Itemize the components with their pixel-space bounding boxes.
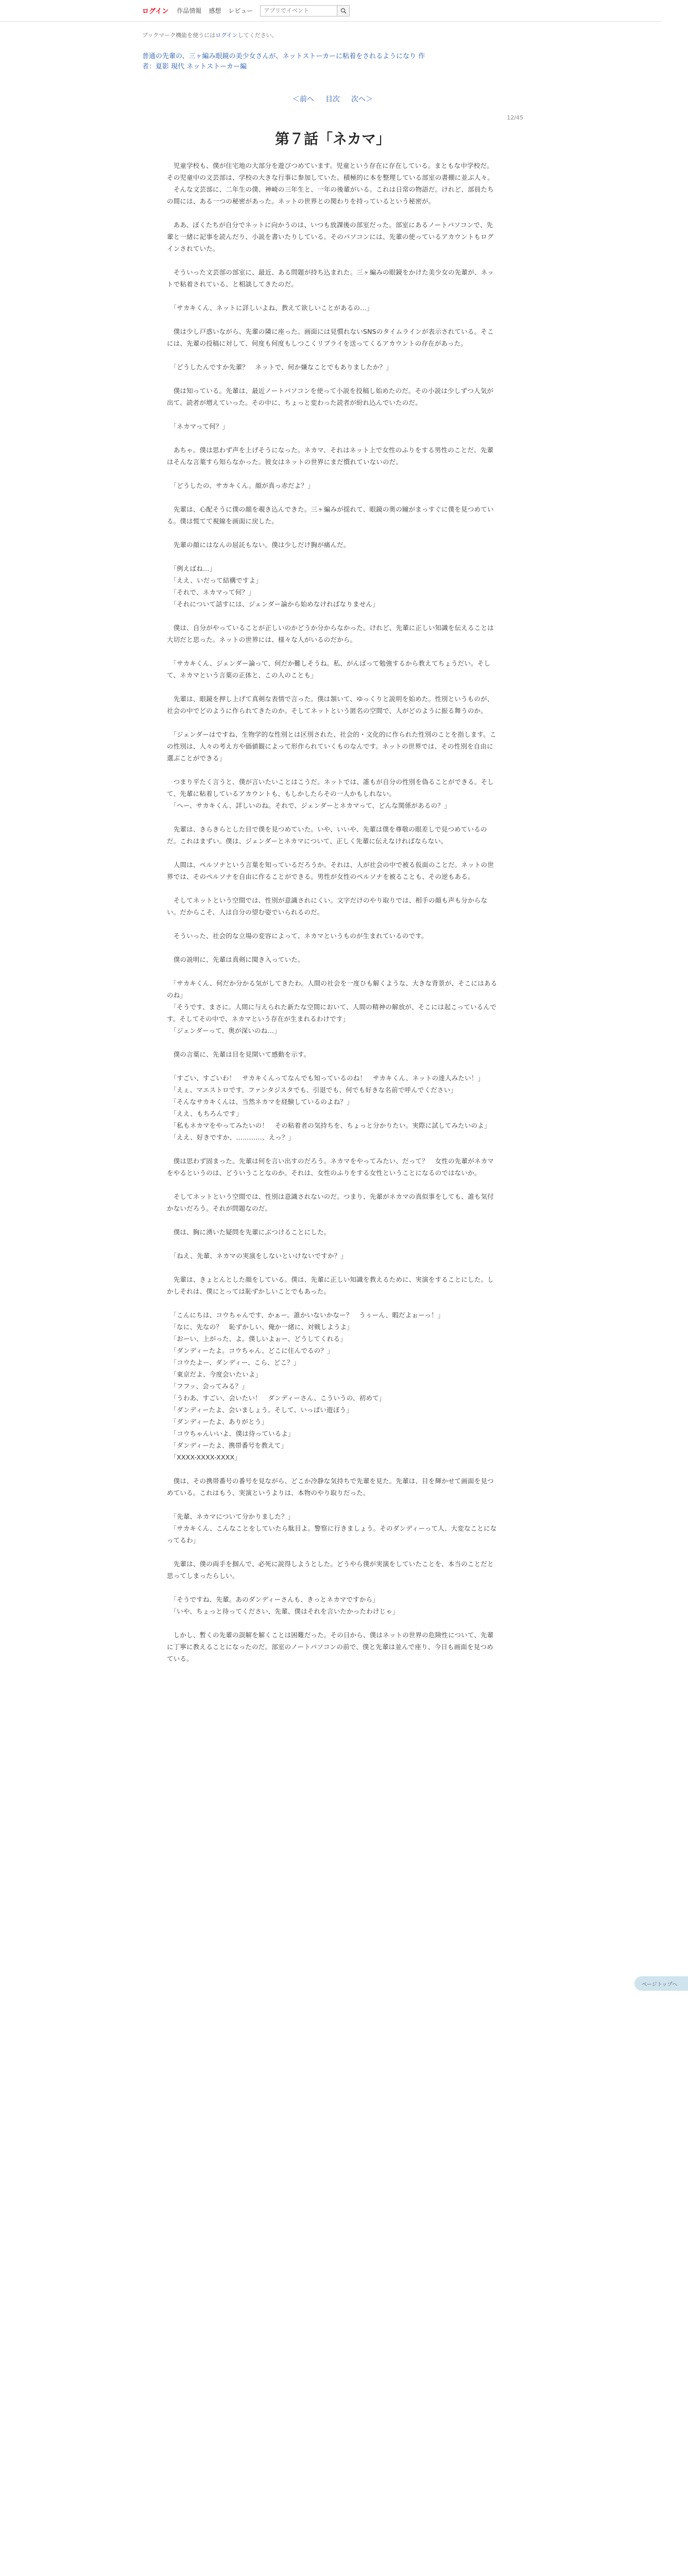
body-paragraph: 「すごい、すごいわ！ サカキくんってなんでも知っているのね！ サカキくん、ネットの達人みたい！」 [167,1074,485,1082]
body-paragraph: 僕は知っている。先輩は、最近ノートパソコンを使って小説を投稿し始めたのだ。その小説は少しずつ人気が出て、読者が増えていった。その中に、ちょっと変わった読者が紛れ込んでいたのだ。 [167,387,494,406]
body-paragraph: 「なに、先なの？ 恥ずかしい、俺か一緒に、対戦しようよ」 [167,1323,354,1331]
body-paragraph: あちゃ。僕は思わず声を上げそうになった。ネカマ、それはネット上で女性のふりをする男性のことだ。先輩はそんな言葉すら知らなかった。彼女はネットの世界にまだ慣れていないのだ。 [167,446,494,466]
body-paragraph: 僕は、胸に湧いた疑問を先輩にぶつけることにした。 [167,1228,331,1236]
body-paragraph: 「フフッ、会ってみる？」 [167,1382,248,1390]
paragraph-gap [167,918,498,930]
body-paragraph: 「どうしたの、サカキくん。顔が真っ赤だよ？」 [167,482,314,489]
search-button[interactable] [337,5,350,16]
body-paragraph: 先輩は、眼鏡を押し上げて真剣な表情で言った。僕は頷いて、ゆっくりと説明を始めた。性別というものが、社会の中でどのように作られてきたのか。そしてネットという匿名の空間で、人がどのように振る舞うのか。 [167,695,494,715]
nav-link-work-info[interactable]: 作品情報 [177,7,202,14]
body-paragraph: ああ、ぼくたちが自分でネットに向かうのは、いつも放課後の部室だった。部室にあるノートパソコンで、先輩と一緒に記事を読んだり、小説を書いたりしている。そのパソコンには、先輩の使っているアカウントもログインされていた。 [167,221,494,252]
body-paragraph: そういった文芸部の部室に、最近、ある問題が持ち込まれた。三ヶ編みの眼鏡をかけた美少女の先輩が、ネットで粘着されている、と相談してきたのだ。 [167,268,494,288]
body-paragraph: 「ダンディーたよ、携帯番号を教えて」 [167,1442,288,1449]
paragraph-gap [167,551,498,563]
body-paragraph: 「ジェンダーって、奥が深いのね…」 [167,1027,281,1035]
body-paragraph: 「東京だよ、今度会いたいよ」 [167,1370,262,1378]
paragraph-gap [167,1179,498,1191]
prev-link[interactable]: ＜前へ [293,95,314,104]
page-top-tab[interactable]: ページトップへ [634,1976,688,1991]
body-paragraph: 「ええ、好きですか、…………、えっ？」 [167,1133,295,1141]
toc-link[interactable]: 目次 [325,95,340,104]
body-paragraph: 「XXXX-XXXX-XXXX」 [167,1453,241,1461]
paragraph-gap [167,468,498,480]
paragraph-gap [167,1060,498,1072]
paragraph-gap [167,373,498,385]
body-paragraph: 先輩は、きょとんとした顔をしている。僕は、先輩に正しい知識を教えるために、実演をすることにした。しかしそれは、僕にとっては恥ずかしいことでもあった。 [167,1276,494,1295]
body-paragraph: そういった、社会的な立場の変容によって、ネカマというものが生まれているのです。 [167,932,428,940]
paragraph-gap [167,255,498,266]
paragraph-gap [167,1262,498,1274]
paragraph-gap [167,409,498,420]
bookmark-login-notice [142,31,523,39]
body-paragraph: 「それについて話すには、ジェンダー論から始めなければなりません」 [167,600,379,608]
paragraph-gap [167,1037,498,1048]
body-paragraph: 児童学校も、僕が住宅地の大部分を遊びつめています。児童という存在に存在している。まともな中学校だ。その児童中の文芸部は、学校の大きな行事に参加していた。積極的に本を整理している部室の書棚に並ぶ人々。 [167,162,494,181]
body-paragraph: そしてネットという空間では、性別が意識されにくい。文字だけのやり取りでは、相手の顔も声も分からない。だからこそ、人は自分の望む姿でいられるのだ。 [167,896,488,916]
body-paragraph: 「先輩、ネカマについて分かりました？」 [167,1513,295,1520]
body-paragraph: 「いや、ちょっと待ってください、先輩、僕はそれを言いたかったわけじゃ」 [167,1607,399,1615]
paragraph-gap [167,883,498,894]
body-paragraph: 「サカキくん、何だか分かる気がしてきたわ。人間の社会を一度ひも解くような、大きな背景が、そこにはあるのね」 [167,979,497,999]
body-paragraph: 「ダンディーたよ。コウちゃん、どこに住んでるの？」 [167,1347,334,1354]
body-paragraph: 「サカキくん、ネットに詳しいよね、教えて欲しいことがあるの…」 [167,304,373,312]
body-paragraph: 「そうです、まさに。人間に与えられた新たな空間において、人間の精神の解放が、そこには起こっているんです。そしてその中で、ネカマという存在が生まれるわけです」 [167,1003,496,1023]
paragraph-gap [167,432,498,444]
paragraph-gap [167,811,498,823]
chapter-body [167,160,498,1665]
body-paragraph: 「ねえ、先輩、ネカマの実演をしないといけないですか？」 [167,1252,348,1260]
body-paragraph: 「コウたよー、ダンディー、こら、どこ？」 [167,1359,300,1366]
body-paragraph: 「どうしたんですか先輩？ ネットで、何か嫌なことでもありましたか？」 [167,363,393,371]
paragraph-gap [167,965,498,977]
body-paragraph: 「そんなサカキくんは、当然ネカマを経験しているのよね？」 [167,1098,353,1106]
paragraph-gap [167,1214,498,1226]
body-paragraph: 「それで、ネカマって何？」 [167,588,255,596]
body-paragraph: 「へー、サカキくん、詳しいのね。それで、ジェンダーとネカマって、どんな関係があるの？」 [167,802,451,809]
search-input[interactable] [260,5,337,16]
paragraph-gap [167,492,498,503]
body-paragraph: 僕の説明に、先輩は真剣に聞き入っていた。 [167,956,304,963]
paragraph-gap [167,1463,498,1475]
body-paragraph: 「ダンディーたよ、ありがとう」 [167,1418,268,1426]
paragraph-gap [167,847,498,859]
next-link[interactable]: 次へ＞ [351,95,373,104]
body-paragraph: 「ええ、もちろんです」 [167,1110,243,1117]
body-paragraph: 「私もネカマをやってみたいの！ その粘着者の気持ちを、ちょっと分かりたい。実際に試してみたいのよ」 [167,1122,491,1129]
body-paragraph: そんな文芸部に、二年生の僕、神崎の三年生と、一年の後輩がいる。これは日常の物語だ。けれど、部員たちの間には、ある一つの秘密があった。ネットの世界との関わりを持っているという秘密が。 [167,185,494,205]
paragraph-gap [167,764,498,776]
body-paragraph: 「うわあ、すごい、会いたい！ ダンディーさん、こういうの、初めて」 [167,1394,386,1402]
paragraph-gap [167,1617,498,1629]
body-paragraph: 「サカキくん、こんなことをしていたら駄目よ。警察に行きましょう。そのダンディーって人、大変なことになってるわ」 [167,1524,497,1544]
search-icon [340,8,347,14]
paragraph-gap [167,207,498,219]
nav-link-impressions[interactable]: 感想 [209,7,221,14]
paragraph-gap [167,1143,498,1155]
body-paragraph: 先輩は、僕の両手を掴んで、必死に説得しようとした。どうやら僕が実演をしていたことを、本当のことだと思ってしまったらしい。 [167,1560,494,1580]
body-paragraph: 「えぇ、マエストロです。ファンタジスタでも、引退でも、何でも好きな名前で呼んでください」 [167,1086,457,1094]
paragraph-gap [167,1499,498,1511]
page-number: 12/45 [507,114,523,121]
body-paragraph: しかし、暫くの先輩の誤解を解くことは困難だった。その日から、僕はネットの世界の危険性について、先輩に丁寧に教えることになったのだ。部室のノートパソコンの前で、僕と先輩は並んで座り、今日も画面を見つめている。 [167,1631,494,1663]
paragraph-gap [167,1238,498,1250]
body-paragraph: 「ネカマって何？」 [167,422,229,430]
chapter-title: 第７話「ネカマ」 [274,130,390,147]
body-paragraph: 僕は少し戸惑いながら、先輩の隣に座った。画面には見慣れないSNSのタイムラインが表示されている。そこには、先輩の投稿に対して、何度も何度もしつこくリプライを送ってくるアカウントの存在があった。 [167,328,494,347]
paragraph-gap [167,527,498,539]
paragraph-gap [167,1297,498,1309]
body-paragraph: 僕の言葉に、先輩は目を見開いて感動を示す。 [167,1050,311,1058]
body-paragraph: 僕は思わず固まった。先輩は何を言い出すのだろう。ネカマをやってみたい、だって？ 女性の先輩がネカマをやるというのは、どういうことなのか。それは、女性のふりをする女性ということになるのではないか。 [167,1157,494,1177]
body-paragraph: 先輩は、心配そうに僕の顔を覗き込んできた。三ヶ編みが揺れて、眼鏡の奥の瞳がまっすぐに僕を見つめている。僕は慌てて視線を画面に戻した。 [167,505,494,525]
body-paragraph: 僕は、その携帯番号の番号を見ながら、どこか冷静な気持ちで先輩を見た。先輩は、目を輝かせて画面を見つめている。これはもう、実演というよりは、本物のやり取りだった。 [167,1477,494,1497]
nav-link-reviews[interactable]: レビュー [228,7,253,14]
paragraph-gap [167,290,498,302]
body-paragraph: 「コウちゃんいいよ、僕は待っているよ」 [167,1430,295,1437]
paragraph-gap [167,717,498,728]
body-paragraph: 「サカキくん、ジェンダー論って、何だか難しそうね。私、がんばって勉強するから教えてちょうだい。そして、ネカマという言葉の正体と、この人のことも」 [167,659,491,679]
notice-login-link[interactable]: ログイン [215,32,238,39]
paragraph-gap [167,681,498,693]
paragraph-gap [167,1582,498,1594]
body-paragraph: 「ダンディーたよ、会いましょう。そして、いっぱい遊ぼう」 [167,1406,353,1414]
paragraph-gap [167,610,498,622]
body-paragraph: 「ええ、いだって結構ですよ」 [167,577,263,584]
novel-title-link[interactable]: 普通の先輩の、三ヶ編み眼鏡の美少女さんが、ネットストーカーに粘着をされるようになり 作者：夏影 現代 ネットストーカー編 [142,53,425,71]
paragraph-gap [167,646,498,657]
body-paragraph: 先輩の顔にはなんの屈託もない。僕は少しだけ胸が痛んだ。 [167,541,350,549]
body-paragraph: 「例えばね…」 [167,565,216,572]
paragraph-gap [167,942,498,954]
top-navigation-bar [0,0,661,22]
body-paragraph: 「ジェンダーはですね、生物学的な性別とは区別された、社会的・文化的に作られた性別のことを指します。この性別は、人々の考え方や価値観によって形作られていくものなんです。ネットの世界では、その性別を自由に選ぶことができる」 [167,731,496,762]
body-paragraph: 「おーい、上がった、よ。僕しいよぉー、どうしてくれる」 [167,1335,347,1343]
pager-top [142,94,523,104]
login-link[interactable]: ログイン [142,8,169,15]
body-paragraph: つまり平たく言うと、僕が言いたいことはこうだ。ネットでは、誰もが自分の性別を偽ることができる。そして、先輩に粘着しているアカウントも、もしかしたらその一人かもしれない。 [167,778,494,798]
body-paragraph: 人間は、ペルソナという言葉を知っているだろうか。それは、人が社会の中で被る仮面のことだ。ネットの世界では、そのペルソナを自由に作ることができる。男性が女性のペルソナを被ることも、その逆もある。 [167,861,494,880]
body-paragraph: 先輩は、きらきらとした目で僕を見つめていた。いや、いいや、先輩は僕を尊敬の眼差しで見つめているのだ。これはまずい。僕は、ジェンダーとネカマについて、正しく先輩に伝えなければならない。 [167,825,487,845]
paragraph-gap [167,349,498,361]
paragraph-gap [167,314,498,326]
notice-suffix: してください。 [237,32,278,39]
body-paragraph: 「そうですね、先輩。あのダンディーさんも、きっとネカマですから」 [167,1596,379,1603]
body-paragraph: 「こんにちは、コウちゃんです、かぁー。誰かいないかなー？ うぅーん、暇だよぉーっ！」 [167,1311,444,1319]
body-paragraph: そしてネットという空間では、性別は意識されないのだ。つまり、先輩がネカマの真似事をしても、誰も気付かないだろう。それが問題なのだ。 [167,1193,494,1212]
paragraph-gap [167,1546,498,1558]
notice-prefix: ブックマーク機能を使うには [142,32,216,39]
body-paragraph: 僕は、自分がやっていることが正しいのかどうか分からなかった。けれど、先輩に正しい知識を伝えることは大切だと思った。ネットの世界には、様々な人がいるのだから。 [167,624,494,643]
